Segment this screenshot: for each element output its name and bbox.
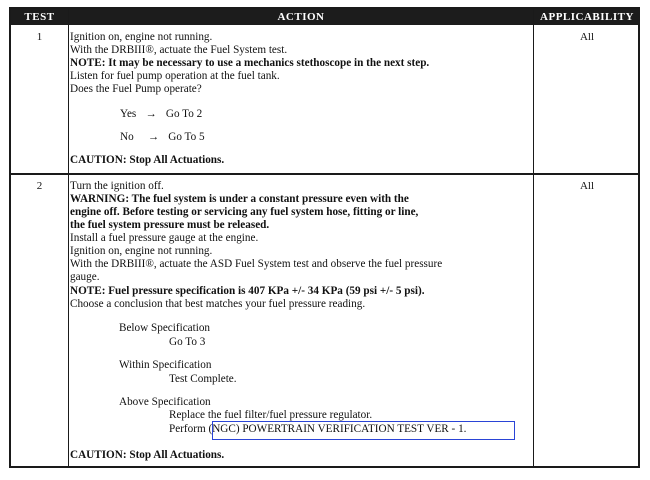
within-spec-label: Within Specification: [119, 359, 212, 371]
no-label: No: [120, 131, 134, 143]
row-divider: [11, 173, 638, 175]
yes-label: Yes: [120, 108, 137, 120]
above-spec-action: Replace the fuel filter/fuel pressure regulator.: [169, 409, 373, 421]
row1-test-number: 1: [36, 31, 43, 43]
row2-warning: engine off. Before testing or servicing any fuel system hose, fitting or line,: [70, 206, 419, 218]
row1-step-line: Listen for fuel pump operation at the fuel tank.: [70, 70, 280, 82]
row2-step-line: Install a fuel pressure gauge at the engine.: [70, 232, 259, 244]
period: .: [463, 423, 467, 435]
perform-label: Perform: [169, 423, 206, 435]
row2-step-line: gauge.: [70, 271, 100, 283]
below-spec-label: Below Specification: [119, 322, 211, 334]
diagnostic-test-table: [9, 7, 640, 468]
row2-warning: WARNING: The fuel system is under a constant pressure even with the: [70, 193, 409, 205]
header-action: ACTION: [69, 9, 533, 25]
within-spec-action: Test Complete.: [169, 373, 237, 385]
row1-question: Does the Fuel Pump operate?: [70, 83, 202, 95]
row2-test-number: 2: [36, 180, 43, 192]
row1-yes-branch: [120, 108, 202, 121]
row2-step-line: Choose a conclusion that best matches your fuel pressure reading.: [70, 298, 366, 310]
row1-caution: CAUTION: Stop All Actuations.: [70, 154, 225, 166]
row1-no-branch: [120, 131, 205, 144]
row2-note: NOTE: Fuel pressure specification is 407 KPa +/- 34 KPa (59 psi +/- 5 psi).: [70, 285, 425, 297]
row2-step-line: With the DRBIII®, actuate the ASD Fuel System test and observe the fuel pressure: [70, 258, 443, 270]
row1-step-line: Ignition on, engine not running.: [70, 31, 213, 43]
header-test: TEST: [11, 9, 68, 25]
row1-note: NOTE: It may be necessary to use a mechanics stethoscope in the next step.: [70, 57, 430, 69]
above-spec-label: Above Specification: [119, 396, 211, 408]
row2-step-line: Ignition on, engine not running.: [70, 245, 213, 257]
yes-goto: Go To 2: [165, 108, 203, 120]
row2-warning: the fuel system pressure must be released.: [70, 219, 270, 231]
arrow-right-icon: →: [145, 108, 157, 120]
column-divider: [533, 9, 534, 466]
row2-applicability: All: [579, 180, 595, 192]
row2-step-line: Turn the ignition off.: [70, 180, 164, 192]
verification-test-link[interactable]: (NGC) POWERTRAIN VERIFICATION TEST VER - 1: [208, 423, 464, 435]
link-highlight-box[interactable]: [212, 421, 515, 440]
row1-applicability: All: [579, 31, 595, 43]
below-spec-action: Go To 3: [169, 336, 206, 348]
arrow-right-icon: →: [147, 131, 160, 143]
column-divider: [68, 9, 69, 466]
no-goto: Go To 5: [168, 131, 205, 143]
header-applicability: APPLICABILITY: [534, 9, 640, 25]
row2-caution: CAUTION: Stop All Actuations.: [70, 449, 225, 461]
row1-step-line: With the DRBIII®, actuate the Fuel System test.: [70, 44, 288, 56]
